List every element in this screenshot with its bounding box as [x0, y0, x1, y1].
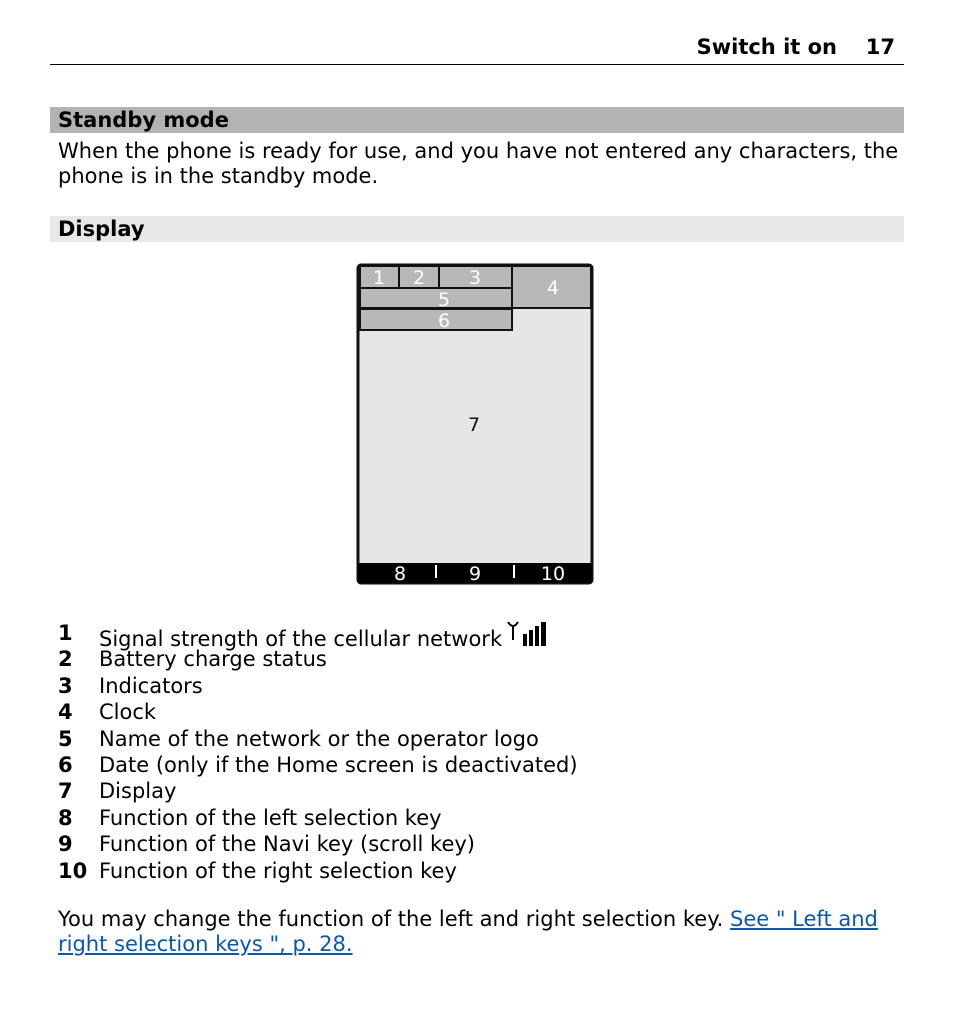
- list-item: [58, 672, 904, 698]
- legend-text: Function of the left selection key: [99, 805, 442, 830]
- standby-mode-text: When the phone is ready for use, and you have not entered any characters, the phone is in the standby mode.: [58, 139, 899, 188]
- list-item: [58, 751, 904, 777]
- label-3: 3: [468, 267, 482, 289]
- list-item: [58, 857, 904, 883]
- legend-number: 8: [58, 805, 73, 830]
- legend-list: [58, 619, 904, 883]
- list-item: [58, 619, 904, 651]
- label-9: 9: [468, 563, 482, 585]
- legend-text: Function of the right selection key: [99, 858, 457, 883]
- legend-label: Signal strength of the cellular network: [99, 627, 503, 651]
- display-heading: Display: [50, 216, 904, 242]
- cross-reference-link[interactable]: See " Left and right selection keys ", p. 28.: [58, 907, 878, 956]
- label-1: 1: [372, 267, 386, 289]
- legend-text: Date (only if the Home screen is deactivated): [99, 752, 578, 777]
- label-8: 8: [393, 563, 407, 585]
- area-6-box: [360, 309, 512, 330]
- legend-number: 2: [58, 647, 73, 672]
- page-number: 17: [865, 35, 895, 59]
- legend-number: 4: [58, 700, 73, 725]
- legend-number: 6: [58, 752, 73, 777]
- legend-text: Clock: [99, 700, 157, 725]
- legend-number: 9: [58, 832, 73, 857]
- legend-number: 5: [58, 726, 73, 751]
- area-5-box: [360, 288, 512, 308]
- page-header: [50, 34, 904, 65]
- display-diagram: [356, 263, 594, 585]
- label-10: 10: [540, 563, 566, 585]
- legend-text: Indicators: [99, 673, 203, 698]
- list-item: [58, 804, 904, 830]
- label-4: 4: [546, 277, 560, 299]
- footer-paragraph: [58, 907, 904, 957]
- legend-number: 10: [58, 858, 88, 883]
- legend-number: 1: [58, 621, 73, 645]
- chapter-title: Switch it on: [696, 35, 837, 59]
- label-6: 6: [437, 310, 451, 332]
- list-item: [58, 777, 904, 803]
- legend-text: Display: [99, 779, 177, 804]
- legend-number: 3: [58, 673, 73, 698]
- legend-text: Function of the Navi key (scroll key): [99, 832, 476, 857]
- list-item: [58, 725, 904, 751]
- list-item: [58, 830, 904, 856]
- legend-text: Name of the network or the operator logo: [99, 726, 539, 751]
- standby-mode-heading: Standby mode: [50, 107, 904, 133]
- legend-text: Battery charge status: [99, 647, 327, 672]
- list-item: [58, 698, 904, 724]
- legend-number: 7: [58, 779, 73, 804]
- list-item: [58, 645, 904, 671]
- footer-text: You may change the function of the left and right selection key.: [58, 907, 730, 931]
- label-2: 2: [412, 267, 426, 289]
- label-7: 7: [467, 414, 481, 436]
- label-5: 5: [437, 289, 451, 311]
